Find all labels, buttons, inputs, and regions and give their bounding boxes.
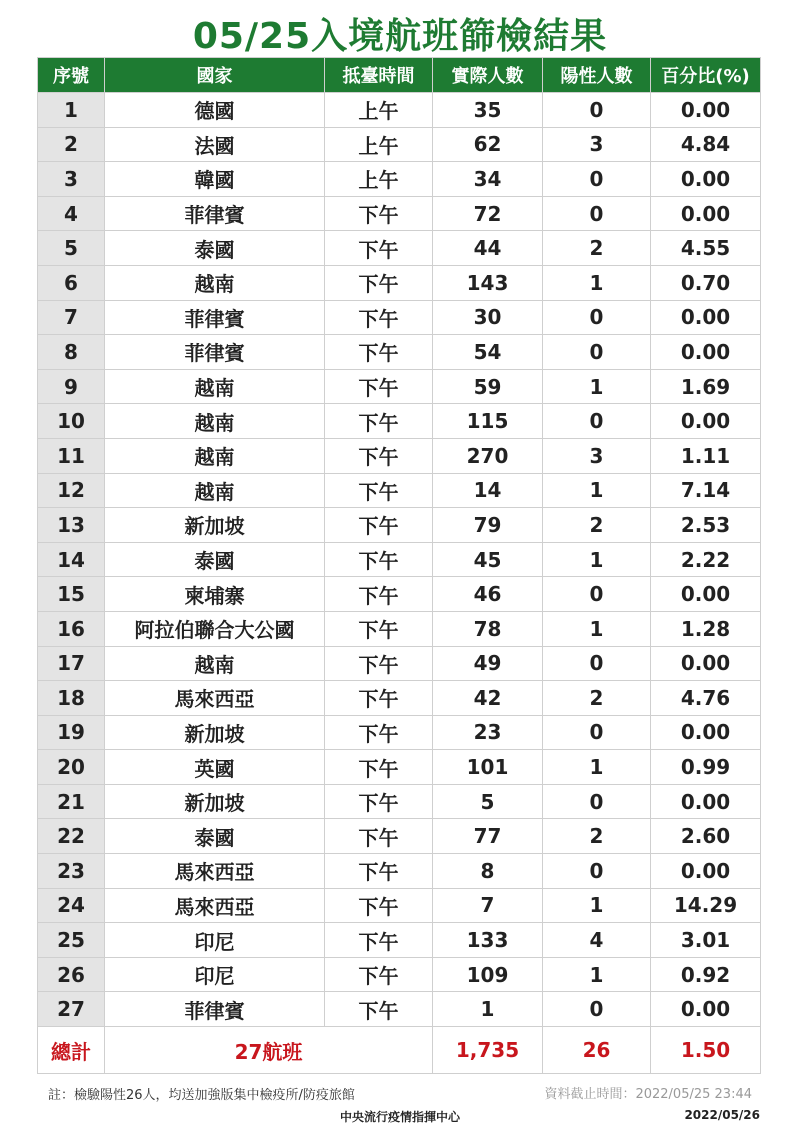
publish-date: 2022/05/26 (684, 1108, 760, 1122)
page-title: 05/25入境航班篩檢結果 (192, 16, 608, 57)
table-row (38, 231, 761, 266)
cell-arrival-time: 下午 (325, 231, 433, 266)
cell-positive-count: 2 (543, 819, 651, 854)
cell-percent: 2.22 (651, 542, 761, 577)
total-row (38, 1027, 761, 1074)
cell-actual-count: 59 (433, 369, 543, 404)
table-row (38, 715, 761, 750)
cell-arrival-time: 下午 (325, 854, 433, 889)
cell-arrival-time: 下午 (325, 992, 433, 1027)
cell-seq: 1 (38, 93, 105, 128)
cell-percent: 0.00 (651, 300, 761, 335)
cell-country: 馬來西亞 (105, 854, 325, 889)
cell-arrival-time: 下午 (325, 438, 433, 473)
cell-seq: 5 (38, 231, 105, 266)
table-row (38, 784, 761, 819)
cell-percent: 4.84 (651, 127, 761, 162)
cell-positive-count: 0 (543, 784, 651, 819)
cell-actual-count: 23 (433, 715, 543, 750)
cell-positive-count: 1 (543, 265, 651, 300)
table-row (38, 611, 761, 646)
cell-seq: 8 (38, 335, 105, 370)
cell-country: 印尼 (105, 923, 325, 958)
cell-percent: 7.14 (651, 473, 761, 508)
cell-positive-count: 0 (543, 335, 651, 370)
cell-arrival-time: 下午 (325, 819, 433, 854)
cell-arrival-time: 下午 (325, 508, 433, 543)
cell-country: 越南 (105, 646, 325, 681)
cell-positive-count: 0 (543, 715, 651, 750)
cell-actual-count: 79 (433, 508, 543, 543)
cell-positive-count: 1 (543, 888, 651, 923)
table-row (38, 300, 761, 335)
table-row (38, 681, 761, 716)
data-cutoff-time: 資料截止時間：2022/05/25 23:44 (544, 1087, 752, 1102)
table-row (38, 196, 761, 231)
cell-arrival-time: 下午 (325, 404, 433, 439)
cell-actual-count: 78 (433, 611, 543, 646)
cell-positive-count: 1 (543, 750, 651, 785)
table-row (38, 750, 761, 785)
cell-actual-count: 35 (433, 93, 543, 128)
table-row (38, 265, 761, 300)
cell-arrival-time: 下午 (325, 542, 433, 577)
cell-positive-count: 0 (543, 196, 651, 231)
cell-actual-count: 54 (433, 335, 543, 370)
cell-percent: 1.69 (651, 369, 761, 404)
cell-arrival-time: 上午 (325, 93, 433, 128)
cell-actual-count: 5 (433, 784, 543, 819)
cell-percent: 0.92 (651, 957, 761, 992)
cell-seq: 11 (38, 438, 105, 473)
cell-seq: 7 (38, 300, 105, 335)
cell-positive-count: 0 (543, 300, 651, 335)
cell-country: 德國 (105, 93, 325, 128)
total-percent: 1.50 (651, 1027, 761, 1074)
table-body (38, 93, 761, 1027)
cell-percent: 2.53 (651, 508, 761, 543)
header-percent: 百分比(%) (651, 58, 761, 93)
cell-country: 菲律賓 (105, 992, 325, 1027)
table-row (38, 992, 761, 1027)
cell-seq: 13 (38, 508, 105, 543)
cell-actual-count: 115 (433, 404, 543, 439)
cell-seq: 2 (38, 127, 105, 162)
footnote: 註：檢驗陽性26人，均送加強版集中檢疫所/防疫旅館 (48, 1088, 355, 1103)
cell-percent: 0.00 (651, 577, 761, 612)
cell-seq: 19 (38, 715, 105, 750)
cell-arrival-time: 下午 (325, 335, 433, 370)
cell-arrival-time: 下午 (325, 888, 433, 923)
cell-country: 韓國 (105, 162, 325, 197)
header-country: 國家 (105, 58, 325, 93)
cell-seq: 6 (38, 265, 105, 300)
table-header-row (38, 58, 761, 93)
cell-positive-count: 0 (543, 93, 651, 128)
cell-actual-count: 143 (433, 265, 543, 300)
cell-actual-count: 1 (433, 992, 543, 1027)
cell-percent: 3.01 (651, 923, 761, 958)
cell-country: 泰國 (105, 819, 325, 854)
total-positive: 26 (543, 1027, 651, 1074)
cell-arrival-time: 下午 (325, 715, 433, 750)
cell-country: 泰國 (105, 542, 325, 577)
cell-arrival-time: 下午 (325, 473, 433, 508)
cell-country: 新加坡 (105, 784, 325, 819)
cell-seq: 24 (38, 888, 105, 923)
cell-percent: 0.00 (651, 715, 761, 750)
cell-country: 越南 (105, 404, 325, 439)
cell-actual-count: 14 (433, 473, 543, 508)
cell-seq: 9 (38, 369, 105, 404)
header-arrival-time: 抵臺時間 (325, 58, 433, 93)
cell-percent: 0.99 (651, 750, 761, 785)
cell-seq: 23 (38, 854, 105, 889)
cell-seq: 10 (38, 404, 105, 439)
cell-percent: 14.29 (651, 888, 761, 923)
cell-country: 菲律賓 (105, 300, 325, 335)
organization-name: 中央流行疫情指揮中心 (339, 1110, 460, 1124)
cell-seq: 16 (38, 611, 105, 646)
cell-seq: 26 (38, 957, 105, 992)
cell-seq: 20 (38, 750, 105, 785)
cell-seq: 17 (38, 646, 105, 681)
cell-positive-count: 1 (543, 473, 651, 508)
table-row (38, 93, 761, 128)
table-row (38, 542, 761, 577)
cell-positive-count: 3 (543, 127, 651, 162)
cell-seq: 4 (38, 196, 105, 231)
cell-actual-count: 8 (433, 854, 543, 889)
cell-percent: 0.00 (651, 404, 761, 439)
cell-actual-count: 7 (433, 888, 543, 923)
cell-percent: 0.00 (651, 93, 761, 128)
cell-country: 馬來西亞 (105, 681, 325, 716)
table-row (38, 646, 761, 681)
cell-positive-count: 1 (543, 369, 651, 404)
cell-percent: 4.76 (651, 681, 761, 716)
table-row (38, 438, 761, 473)
cell-actual-count: 42 (433, 681, 543, 716)
cell-percent: 0.00 (651, 646, 761, 681)
total-label: 總計 (38, 1027, 105, 1074)
cell-arrival-time: 下午 (325, 300, 433, 335)
cell-positive-count: 2 (543, 508, 651, 543)
cell-actual-count: 34 (433, 162, 543, 197)
table-row (38, 508, 761, 543)
cell-country: 英國 (105, 750, 325, 785)
cell-arrival-time: 下午 (325, 611, 433, 646)
header-actual-count: 實際人數 (433, 58, 543, 93)
cell-seq: 3 (38, 162, 105, 197)
table-row (38, 854, 761, 889)
table-row (38, 369, 761, 404)
screening-results-table (37, 57, 761, 1074)
cell-actual-count: 45 (433, 542, 543, 577)
cell-positive-count: 1 (543, 957, 651, 992)
cell-country: 越南 (105, 265, 325, 300)
cell-seq: 22 (38, 819, 105, 854)
cell-arrival-time: 下午 (325, 923, 433, 958)
cell-actual-count: 62 (433, 127, 543, 162)
cell-country: 法國 (105, 127, 325, 162)
table-row (38, 473, 761, 508)
table-row (38, 923, 761, 958)
cell-country: 印尼 (105, 957, 325, 992)
table-row (38, 335, 761, 370)
total-people: 1,735 (433, 1027, 543, 1074)
cell-country: 阿拉伯聯合大公國 (105, 611, 325, 646)
cell-percent: 4.55 (651, 231, 761, 266)
cell-arrival-time: 下午 (325, 369, 433, 404)
table-row (38, 127, 761, 162)
cell-country: 越南 (105, 473, 325, 508)
cell-percent: 1.28 (651, 611, 761, 646)
cell-positive-count: 4 (543, 923, 651, 958)
table-row (38, 819, 761, 854)
cell-seq: 27 (38, 992, 105, 1027)
cell-percent: 0.00 (651, 784, 761, 819)
cell-positive-count: 0 (543, 646, 651, 681)
cell-percent: 0.00 (651, 854, 761, 889)
cell-seq: 21 (38, 784, 105, 819)
cell-positive-count: 1 (543, 611, 651, 646)
cell-actual-count: 30 (433, 300, 543, 335)
cell-positive-count: 1 (543, 542, 651, 577)
table-row (38, 888, 761, 923)
cell-country: 馬來西亞 (105, 888, 325, 923)
cell-arrival-time: 下午 (325, 784, 433, 819)
cell-percent: 2.60 (651, 819, 761, 854)
cell-actual-count: 270 (433, 438, 543, 473)
cell-country: 菲律賓 (105, 196, 325, 231)
cell-seq: 25 (38, 923, 105, 958)
cell-percent: 0.00 (651, 335, 761, 370)
cell-positive-count: 2 (543, 231, 651, 266)
cell-percent: 0.00 (651, 196, 761, 231)
table-row (38, 957, 761, 992)
cell-percent: 0.00 (651, 992, 761, 1027)
cell-actual-count: 109 (433, 957, 543, 992)
cell-actual-count: 133 (433, 923, 543, 958)
cell-country: 菲律賓 (105, 335, 325, 370)
cell-actual-count: 72 (433, 196, 543, 231)
cell-percent: 1.11 (651, 438, 761, 473)
cell-actual-count: 46 (433, 577, 543, 612)
cell-actual-count: 101 (433, 750, 543, 785)
cell-percent: 0.00 (651, 162, 761, 197)
cell-positive-count: 0 (543, 854, 651, 889)
cell-positive-count: 3 (543, 438, 651, 473)
cell-actual-count: 77 (433, 819, 543, 854)
cell-seq: 12 (38, 473, 105, 508)
cell-seq: 18 (38, 681, 105, 716)
cell-seq: 15 (38, 577, 105, 612)
cell-arrival-time: 上午 (325, 127, 433, 162)
header-positive-count: 陽性人數 (543, 58, 651, 93)
cell-percent: 0.70 (651, 265, 761, 300)
cell-arrival-time: 下午 (325, 577, 433, 612)
cell-arrival-time: 下午 (325, 750, 433, 785)
table-row (38, 577, 761, 612)
table-row (38, 162, 761, 197)
cell-country: 柬埔寨 (105, 577, 325, 612)
cell-positive-count: 0 (543, 577, 651, 612)
cell-actual-count: 44 (433, 231, 543, 266)
cell-actual-count: 49 (433, 646, 543, 681)
cell-seq: 14 (38, 542, 105, 577)
cell-positive-count: 0 (543, 162, 651, 197)
cell-country: 泰國 (105, 231, 325, 266)
cell-arrival-time: 下午 (325, 646, 433, 681)
cell-arrival-time: 下午 (325, 265, 433, 300)
cell-country: 新加坡 (105, 715, 325, 750)
cell-country: 越南 (105, 369, 325, 404)
cell-country: 越南 (105, 438, 325, 473)
cell-positive-count: 0 (543, 404, 651, 439)
cell-positive-count: 2 (543, 681, 651, 716)
cell-arrival-time: 上午 (325, 162, 433, 197)
header-seq: 序號 (38, 58, 105, 93)
cell-arrival-time: 下午 (325, 681, 433, 716)
total-flights: 27航班 (105, 1027, 433, 1074)
cell-country: 新加坡 (105, 508, 325, 543)
table-row (38, 404, 761, 439)
cell-arrival-time: 下午 (325, 957, 433, 992)
cell-positive-count: 0 (543, 992, 651, 1027)
cell-arrival-time: 下午 (325, 196, 433, 231)
